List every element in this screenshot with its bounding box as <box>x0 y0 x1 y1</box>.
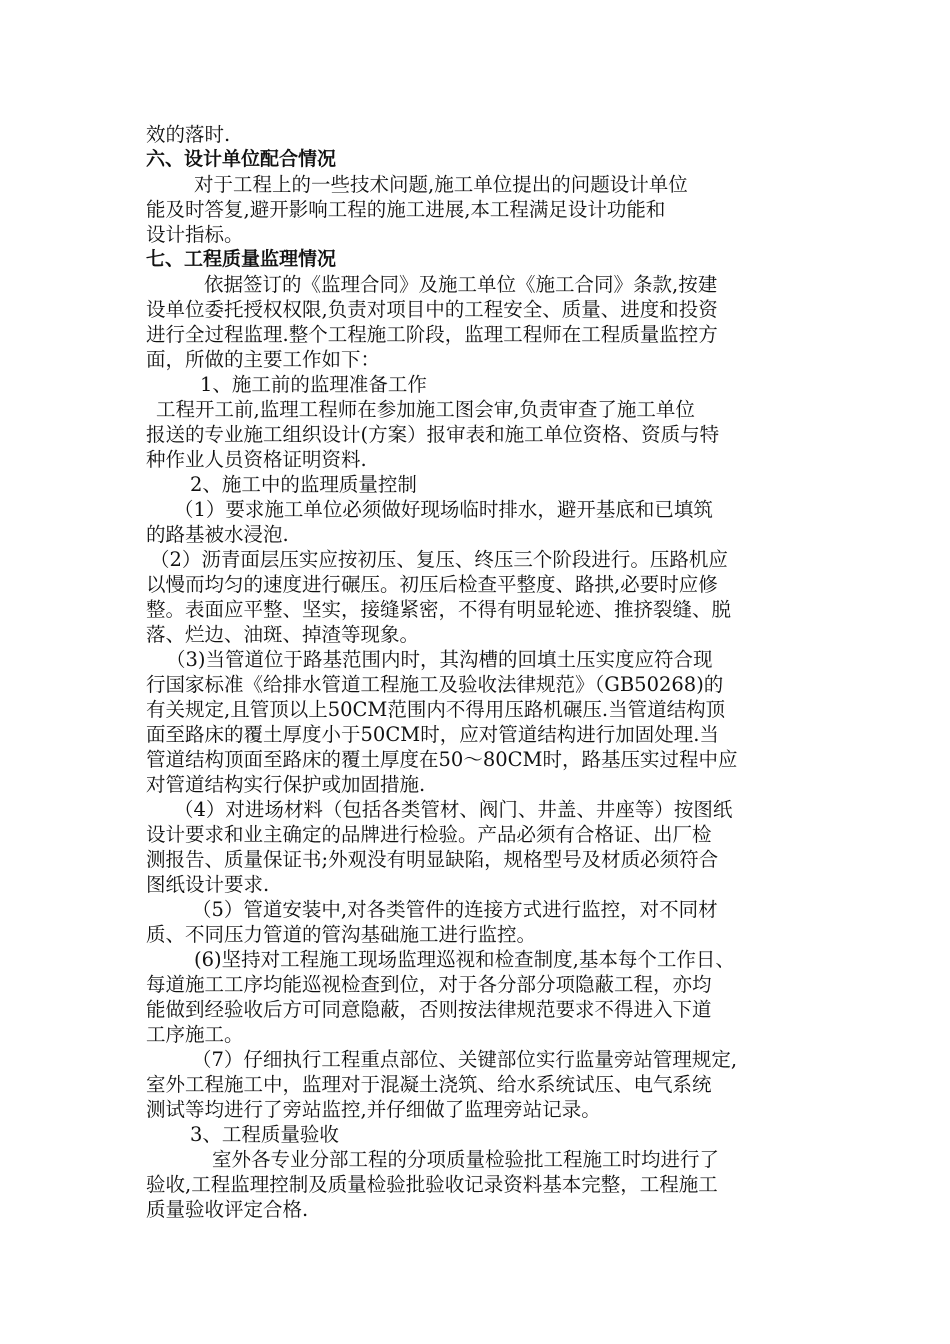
text-line: （7）仔细执行工程重点部位、关键部位实行监量旁站管理规定, <box>192 1048 738 1071</box>
text-line: 六、设计单位配合情况 <box>146 148 337 170</box>
text-line: 种作业人员资格证明资料. <box>146 448 367 471</box>
text-line: 设计指标。 <box>146 223 244 246</box>
text-line: 测试等均进行了旁站监控,并仔细做了监理旁站记录。 <box>146 1098 601 1121</box>
paragraph <box>146 547 810 647</box>
text-line: （5）管道安装中,对各类管件的连接方式进行监控，对不同材 <box>192 898 718 921</box>
text-line: 工程开工前,监理工程师在参加施工图会审,负责审查了施工单位 <box>156 398 695 421</box>
text-line: 效的落时. <box>146 123 231 146</box>
paragraph <box>146 172 810 247</box>
paragraph <box>146 1147 810 1222</box>
text-line: （1）要求施工单位必须做好现场临时排水，避开基底和已填筑 <box>174 498 713 521</box>
text-line: （4）对进场材料（包括各类管材、阀门、井盖、井座等）按图纸 <box>174 798 733 821</box>
text-line: 依据签订的《监理合同》及施工单位《施工合同》条款,按建 <box>204 273 718 296</box>
text-line: 管道结构顶面至路床的覆土厚度在50～80CM时，路基压实过程中应 <box>146 748 738 771</box>
text-line: 面至路床的覆土厚度小于50CM时，应对管道结构进行加固处理.当 <box>146 723 719 746</box>
text-line: 有关规定,且管顶以上50CM范围内不得用压路机碾压.当管道结构顶 <box>146 698 726 721</box>
text-line: 质量验收评定合格. <box>146 1198 309 1221</box>
paragraph <box>146 397 810 472</box>
text-line: 行国家标准《给排水管道工程施工及验收法律规范》（GB50268)的 <box>146 673 724 696</box>
text-line: 室外工程施工中，监理对于混凝土浇筑、给水系统试压、电气系统 <box>146 1073 712 1096</box>
text-line: （2）沥青面层压实应按初压、复压、终压三个阶段进行。压路机应 <box>150 548 728 571</box>
paragraph <box>146 797 810 897</box>
text-line: 对管道结构实行保护或加固措施. <box>146 773 426 796</box>
text-line: 测报告、质量保证书;外观没有明显缺陷，规格型号及材质必须符合 <box>146 848 719 871</box>
paragraph <box>146 1122 810 1147</box>
text-line: 能做到经验收后方可同意隐蔽，否则按法律规范要求不得进入下道 <box>146 998 712 1021</box>
text-line: 3、工程质量验收 <box>190 1123 339 1146</box>
text-line: 图纸设计要求. <box>146 873 270 896</box>
paragraph <box>146 647 810 797</box>
section-heading <box>146 147 810 172</box>
document-page <box>146 122 810 1222</box>
paragraph <box>146 122 810 147</box>
text-line: 七、工程质量监理情况 <box>146 248 337 270</box>
text-line: 落、烂边、油斑、掉渣等现象。 <box>146 623 420 646</box>
text-line: 进行全过程监理.整个工程施工阶段，监理工程师在工程质量监控方 <box>146 323 718 346</box>
paragraph <box>146 897 810 947</box>
paragraph <box>146 272 810 372</box>
text-line: 2、施工中的监理质量控制 <box>190 473 417 496</box>
text-line: 工序施工。 <box>146 1023 244 1046</box>
text-line: (6)坚持对工程施工现场监理巡视和检查制度,基本每个工作日、 <box>194 948 735 971</box>
text-line: 报送的专业施工组织设计(方案）报审表和施工单位资格、资质与特 <box>146 423 720 446</box>
text-line: 1、施工前的监理准备工作 <box>200 373 427 396</box>
text-line: 验收,工程监理控制及质量检验批验收记录资料基本完整，工程施工 <box>146 1173 718 1196</box>
text-line: 对于工程上的一些技术问题,施工单位提出的问题设计单位 <box>194 173 688 196</box>
text-line: 质、不同压力管道的管沟基础施工进行监控。 <box>146 923 537 946</box>
text-line: 每道施工工序均能巡视检查到位，对于各分部分项隐蔽工程，亦均 <box>146 973 712 996</box>
section-heading <box>146 247 810 272</box>
text-line: 的路基被水浸泡. <box>146 523 289 546</box>
text-line: （3)当管道位于路基范围内时，其沟槽的回填土压实度应符合现 <box>166 648 713 671</box>
paragraph <box>146 372 810 397</box>
paragraph <box>146 947 810 1047</box>
paragraph <box>146 472 810 497</box>
text-line: 整。表面应平整、坚实，接缝紧密，不得有明显轮迹、推挤裂缝、脱 <box>146 598 732 621</box>
paragraph <box>146 497 810 547</box>
paragraph <box>146 1047 810 1122</box>
text-line: 面，所做的主要工作如下： <box>146 348 381 371</box>
text-line: 能及时答复,避开影响工程的施工进展,本工程满足设计功能和 <box>146 198 666 221</box>
text-line: 设单位委托授权权限,负责对项目中的工程安全、质量、进度和投资 <box>146 298 718 321</box>
text-line: 以慢而均匀的速度进行碾压。初压后检查平整度、路拱,必要时应修 <box>146 573 718 596</box>
text-line: 室外各专业分部工程的分项质量检验批工程施工时均进行了 <box>212 1148 720 1171</box>
text-line: 设计要求和业主确定的品牌进行检验。产品必须有合格证、出厂检 <box>146 823 712 846</box>
